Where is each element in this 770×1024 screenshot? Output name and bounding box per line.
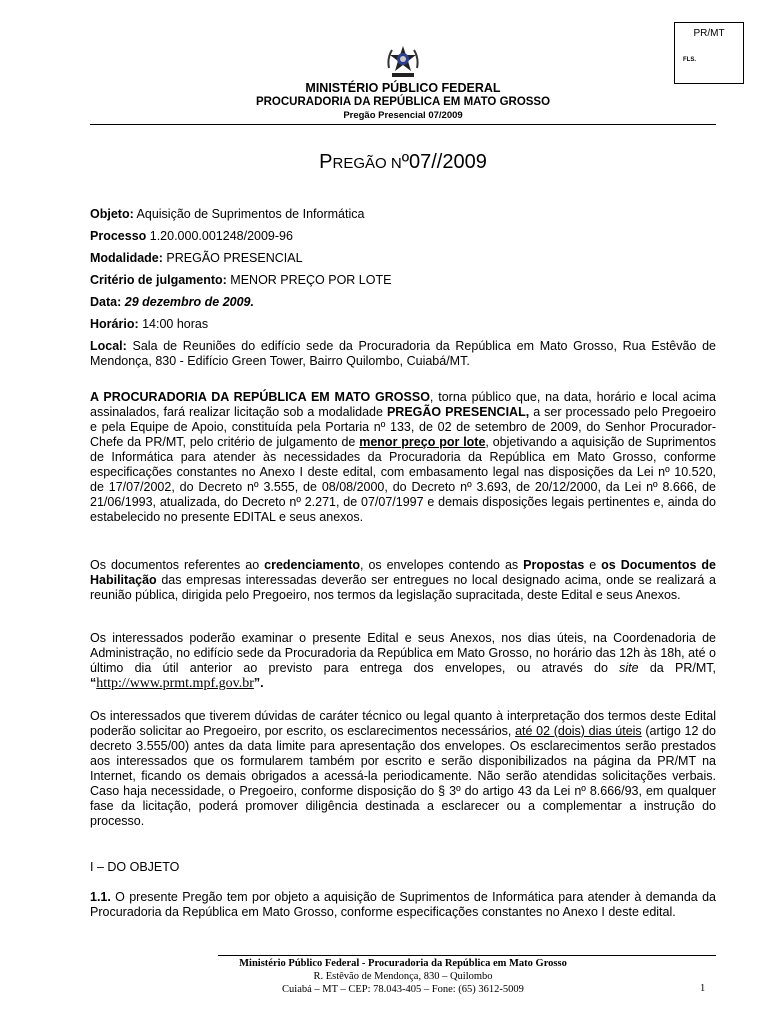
title-prefix-big: P	[319, 151, 333, 173]
footer-contact: Cuiabá – MT – CEP: 78.043-405 – Fone: (65) 3612-5009	[282, 984, 524, 995]
meta-data: Data: 29 dezembro de 2009.	[90, 295, 254, 309]
footer-institution: Ministério Público Federal - Procuradoria da República em Mato Grosso	[239, 958, 567, 969]
meta-local: Local: Sala de Reuniões do edifício sede da Procuradoria da República em Mato Grosso, Rua Estêvão de Mendonça, 830 - Edifício Green Tower, Bairro Quilombo, Cuiabá/MT.	[90, 339, 716, 368]
paragraph-examine: Os interessados poderão examinar o presente Edital e seus Anexos, nos dias úteis, na Coordenadoria de Administração, no edifício sede da Procuradoria da República em Mato Grosso, no horário das 12h às 18h, até o último dia útil anterior ao previsto para entrega dos envelopes, ou através do site da PR/MT, “http://www.prmt.mpf.gov.br”.	[90, 631, 716, 691]
title-number: º07//2009	[401, 151, 487, 173]
stamp-code: PR/MT	[693, 28, 725, 39]
meta-modalidade: Modalidade: PREGÃO PRESENCIAL	[90, 251, 303, 265]
protocol-stamp-box	[674, 22, 744, 84]
header-divider	[90, 124, 716, 125]
paragraph-objeto: 1.1. O presente Pregão tem por objeto a aquisição de Suprimentos de Informática para atender à demanda da Procuradoria da República em Mato Grosso, conforme especificações constantes no Anexo I deste edital.	[90, 890, 716, 919]
page-number: 1	[700, 983, 706, 994]
paragraph-questions: Os interessados que tiverem dúvidas de caráter técnico ou legal quanto à interpretação dos termos deste Edital poderão solicitar ao Pregoeiro, por escrito, os esclarecimentos necessários, até 02 (dois) dias úteis (artigo 12 do decreto 3.555/00) antes da data limite para apresentação dos envelopes. Os esclarecimentos serão prestados aos interessados que os formularem também por escrito e serão disponibilizados na página da PR/MT na Internet, ficando os demais obrigados a acessá-la periodicamente. Não serão atendidas solicitações verbais. Caso haja necessidade, o Pregoeiro, conforme disposição do § 3º do artigo 43 da Lei nº 8.666/93, em qualquer fase da licitação, poderá promover diligência destinada a esclarecer ou a complementar a instrução do processo.	[90, 709, 716, 828]
paragraph-intro: A PROCURADORIA DA REPÚBLICA EM MATO GROSSO, torna público que, na data, horário e local acima assinalados, fará realizar licitação sob a modalidade PREGÃO PRESENCIAL, a ser processado pelo Pregoeiro e pela Equipe de Apoio, constituída pela Portaria nº 133, de 02 de setembro de 2009, do Senhor Procurador-Chefe da PR/MT, pelo critério de julgamento de menor preço por lote, objetivando a aquisição de Suprimentos de Informática para atender às necessidades da Procuradoria da República em Mato Grosso, conforme especificações constantes no Anexo I deste edital, com embasamento legal nas disposições da Lei nº 10.520, de 17/07/2002, do Decreto nº 3.555, de 08/08/2000, do Decreto nº 3.693, de 20/12/2000, da Lei nº 8.666, de 21/06/1993, atualizada, do Decreto nº 2.271, de 07/07/1997 e demais disposições legais pertinentes e, ainda do estabelecido no presente EDITAL e seus anexos.	[90, 390, 717, 524]
title-prefix-small: REGÃO N	[332, 155, 402, 172]
meta-horario: Horário: 14:00 horas	[90, 317, 209, 331]
document-title	[90, 151, 716, 174]
header-ministry: MINISTÉRIO PÚBLICO FEDERAL	[305, 81, 501, 95]
meta-criterio: Critério de julgamento: MENOR PREÇO POR LOTE	[90, 273, 392, 287]
paragraph-documents: Os documentos referentes ao credenciamento, os envelopes contendo as Propostas e os Documentos de Habilitação das empresas interessadas deverão ser entregues no local designado acima, onde se realizará a reunião pública, dirigida pelo Pregoeiro, nos termos da legislação supracitada, deste Edital e seus Anexos.	[90, 558, 716, 602]
meta-processo: Processo 1.20.000.001248/2009-96	[90, 229, 293, 243]
meta-objeto: Objeto: Aquisição de Suprimentos de Informática	[90, 207, 365, 221]
footer-address: R. Estêvão de Mendonça, 830 – Quilombo	[313, 971, 493, 982]
stamp-fls-label: FLS.	[683, 57, 696, 63]
header-procuradoria: PROCURADORIA DA REPÚBLICA EM MATO GROSSO	[255, 96, 551, 108]
coat-of-arms-icon	[386, 44, 420, 80]
prmt-website-link[interactable]: http://www.prmt.mpf.gov.br	[96, 676, 254, 691]
header-pregao: Pregão Presencial 07/2009	[343, 110, 463, 121]
footer-divider	[218, 955, 716, 956]
section-heading-objeto: I – DO OBJETO	[90, 860, 180, 874]
